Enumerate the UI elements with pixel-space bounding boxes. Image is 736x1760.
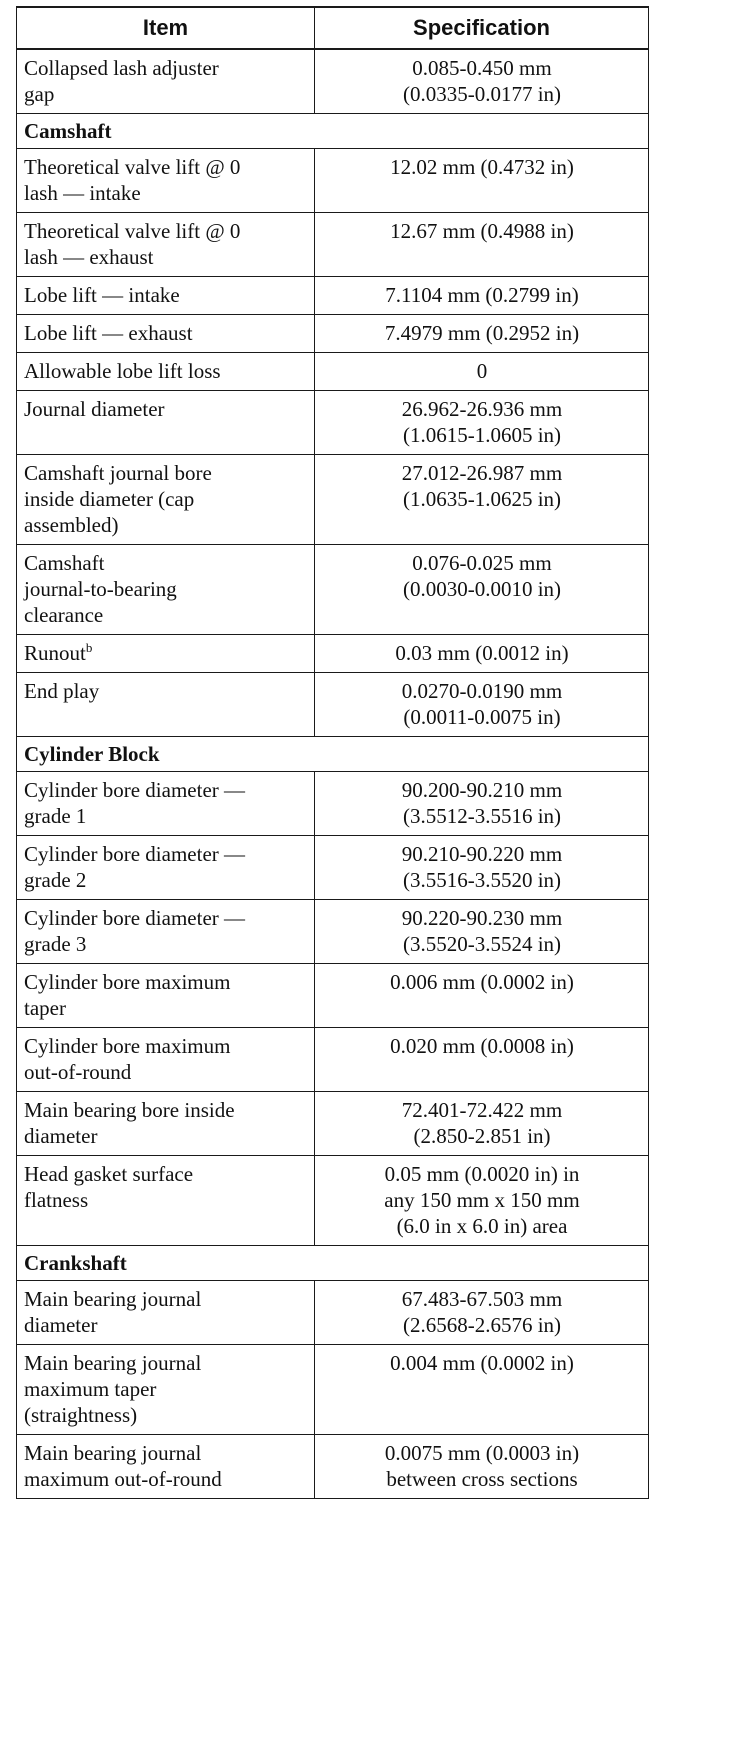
spec-line: 0.03 mm (0.0012 in) <box>395 641 569 665</box>
specification-table <box>16 6 649 1499</box>
table-row <box>17 1092 649 1156</box>
spec-cell <box>315 545 649 635</box>
spec-cell <box>315 1156 649 1246</box>
spec-cell <box>315 277 649 315</box>
section-row-cylinder-block <box>17 737 649 772</box>
footnote-marker: b <box>85 640 93 655</box>
table-row <box>17 772 649 836</box>
section-heading: Cylinder Block <box>17 737 649 772</box>
spec-line: 27.012-26.987 mm <box>401 461 563 485</box>
item-line: clearance <box>24 603 104 627</box>
item-line: grade 1 <box>24 804 87 828</box>
table-row <box>17 1345 649 1435</box>
spec-line: (3.5520-3.5524 in) <box>402 932 562 956</box>
header-row <box>17 7 649 49</box>
item-cell <box>17 315 315 353</box>
item-line: taper <box>24 996 66 1020</box>
spec-cell <box>315 49 649 114</box>
spec-line: 0 <box>476 359 488 383</box>
item-line: inside diameter (cap <box>24 487 195 511</box>
item-line: assembled) <box>24 513 119 537</box>
item-line: flatness <box>24 1188 89 1212</box>
item-line: End play <box>24 679 100 703</box>
spec-line: 0.085-0.450 mm <box>412 56 552 80</box>
spec-cell <box>315 1281 649 1345</box>
spec-line: (3.5516-3.5520 in) <box>402 868 562 892</box>
item-line: Head gasket surface <box>24 1162 194 1186</box>
table-row <box>17 353 649 391</box>
item-line: Cylinder bore diameter — <box>24 906 246 930</box>
section-row-camshaft <box>17 114 649 149</box>
spec-line: 67.483-67.503 mm <box>401 1287 563 1311</box>
table-row <box>17 900 649 964</box>
spec-line: (2.850-2.851 in) <box>413 1124 551 1148</box>
spec-line: 0.05 mm (0.0020 in) in <box>384 1162 580 1186</box>
spec-cell <box>315 391 649 455</box>
item-line: Journal diameter <box>24 397 165 421</box>
item-line: grade 2 <box>24 868 87 892</box>
item-cell <box>17 545 315 635</box>
table-row <box>17 1281 649 1345</box>
spec-line: (0.0030-0.0010 in) <box>402 577 562 601</box>
item-cell <box>17 1092 315 1156</box>
item-cell <box>17 213 315 277</box>
item-line: Cylinder bore diameter — <box>24 778 246 802</box>
spec-line: (2.6568-2.6576 in) <box>402 1313 562 1337</box>
column-header-specification: Specification <box>315 7 649 49</box>
table-row <box>17 836 649 900</box>
spec-line: (1.0615-1.0605 in) <box>402 423 562 447</box>
spec-cell <box>315 1028 649 1092</box>
item-line: Camshaft <box>24 551 105 575</box>
item-cell <box>17 455 315 545</box>
table-row <box>17 391 649 455</box>
spec-line: (0.0335-0.0177 in) <box>402 82 562 106</box>
spec-line: 0.0075 mm (0.0003 in) <box>384 1441 580 1465</box>
item-line: lash — exhaust <box>24 245 154 269</box>
spec-cell <box>315 353 649 391</box>
spec-line: (1.0635-1.0625 in) <box>402 487 562 511</box>
item-line: Lobe lift — exhaust <box>24 321 193 345</box>
spec-line: 90.210-90.220 mm <box>401 842 563 866</box>
spec-line: 90.220-90.230 mm <box>401 906 563 930</box>
section-row-crankshaft <box>17 1246 649 1281</box>
item-line: Main bearing journal <box>24 1351 202 1375</box>
table-row <box>17 1028 649 1092</box>
spec-line: 90.200-90.210 mm <box>401 778 563 802</box>
table-row <box>17 545 649 635</box>
table-row <box>17 1156 649 1246</box>
item-cell <box>17 900 315 964</box>
item-cell <box>17 149 315 213</box>
spec-line: 0.020 mm (0.0008 in) <box>390 1034 574 1058</box>
table-row <box>17 455 649 545</box>
table-row <box>17 213 649 277</box>
spec-line: 0.0270-0.0190 mm <box>401 679 563 703</box>
item-cell <box>17 1281 315 1345</box>
item-line: Cylinder bore diameter — <box>24 842 246 866</box>
item-cell <box>17 1156 315 1246</box>
item-line: Collapsed lash adjuster <box>24 56 219 80</box>
spec-line: (3.5512-3.5516 in) <box>402 804 562 828</box>
spec-line: 12.02 mm (0.4732 in) <box>390 155 574 179</box>
spec-line: 12.67 mm (0.4988 in) <box>390 219 574 243</box>
item-line: Runout <box>24 641 86 665</box>
item-cell <box>17 353 315 391</box>
table-row <box>17 673 649 737</box>
item-line: (straightness) <box>24 1403 138 1427</box>
item-line: maximum taper <box>24 1377 157 1401</box>
spec-line: 7.1104 mm (0.2799 in) <box>385 283 579 307</box>
table-row <box>17 315 649 353</box>
spec-line: between cross sections <box>386 1467 578 1491</box>
spec-line: 7.4979 mm (0.2952 in) <box>384 321 580 345</box>
item-cell <box>17 49 315 114</box>
item-cell <box>17 964 315 1028</box>
table-row <box>17 277 649 315</box>
table-row <box>17 49 649 114</box>
spec-line: (6.0 in x 6.0 in) area <box>396 1214 568 1238</box>
item-line: Main bearing journal <box>24 1441 202 1465</box>
item-line: Lobe lift — intake <box>24 283 180 307</box>
item-line: journal-to-bearing <box>24 577 177 601</box>
spec-line: 0.006 mm (0.0002 in) <box>390 970 574 994</box>
table-row <box>17 1435 649 1499</box>
item-line: Cylinder bore maximum <box>24 1034 231 1058</box>
spec-line: 72.401-72.422 mm <box>401 1098 563 1122</box>
column-header-item: Item <box>17 7 315 49</box>
item-cell <box>17 391 315 455</box>
table-row <box>17 964 649 1028</box>
item-line: diameter <box>24 1313 98 1337</box>
spec-cell <box>315 1092 649 1156</box>
spec-cell <box>315 1345 649 1435</box>
spec-page <box>16 6 648 1499</box>
section-heading: Camshaft <box>17 114 649 149</box>
spec-line: any 150 mm x 150 mm <box>384 1188 580 1212</box>
spec-cell <box>315 213 649 277</box>
item-line: Main bearing journal <box>24 1287 202 1311</box>
section-heading: Crankshaft <box>17 1246 649 1281</box>
spec-cell <box>315 1435 649 1499</box>
item-line: Camshaft journal bore <box>24 461 212 485</box>
item-cell <box>17 772 315 836</box>
spec-cell <box>315 900 649 964</box>
spec-cell <box>315 455 649 545</box>
spec-line: 26.962-26.936 mm <box>401 397 563 421</box>
item-cell <box>17 673 315 737</box>
spec-line: 0.076-0.025 mm <box>412 551 552 575</box>
item-line: diameter <box>24 1124 98 1148</box>
item-cell <box>17 277 315 315</box>
spec-cell <box>315 315 649 353</box>
table-row <box>17 149 649 213</box>
item-cell <box>17 1435 315 1499</box>
item-line: out-of-round <box>24 1060 132 1084</box>
item-line: Main bearing bore inside <box>24 1098 235 1122</box>
item-line: Cylinder bore maximum <box>24 970 231 994</box>
item-line: Theoretical valve lift @ 0 <box>24 219 241 243</box>
spec-cell <box>315 964 649 1028</box>
item-cell <box>17 635 315 673</box>
table-row <box>17 635 649 673</box>
spec-cell <box>315 673 649 737</box>
item-cell <box>17 836 315 900</box>
item-line: grade 3 <box>24 932 87 956</box>
item-line: Allowable lobe lift loss <box>24 359 221 383</box>
item-cell <box>17 1028 315 1092</box>
spec-line: (0.0011-0.0075 in) <box>403 705 561 729</box>
item-cell <box>17 1345 315 1435</box>
spec-cell <box>315 149 649 213</box>
spec-cell <box>315 635 649 673</box>
item-line: gap <box>24 82 55 106</box>
spec-cell <box>315 772 649 836</box>
item-line: Theoretical valve lift @ 0 <box>24 155 241 179</box>
item-line: maximum out-of-round <box>24 1467 222 1491</box>
spec-line: 0.004 mm (0.0002 in) <box>390 1351 574 1375</box>
spec-cell <box>315 836 649 900</box>
item-line: lash — intake <box>24 181 141 205</box>
